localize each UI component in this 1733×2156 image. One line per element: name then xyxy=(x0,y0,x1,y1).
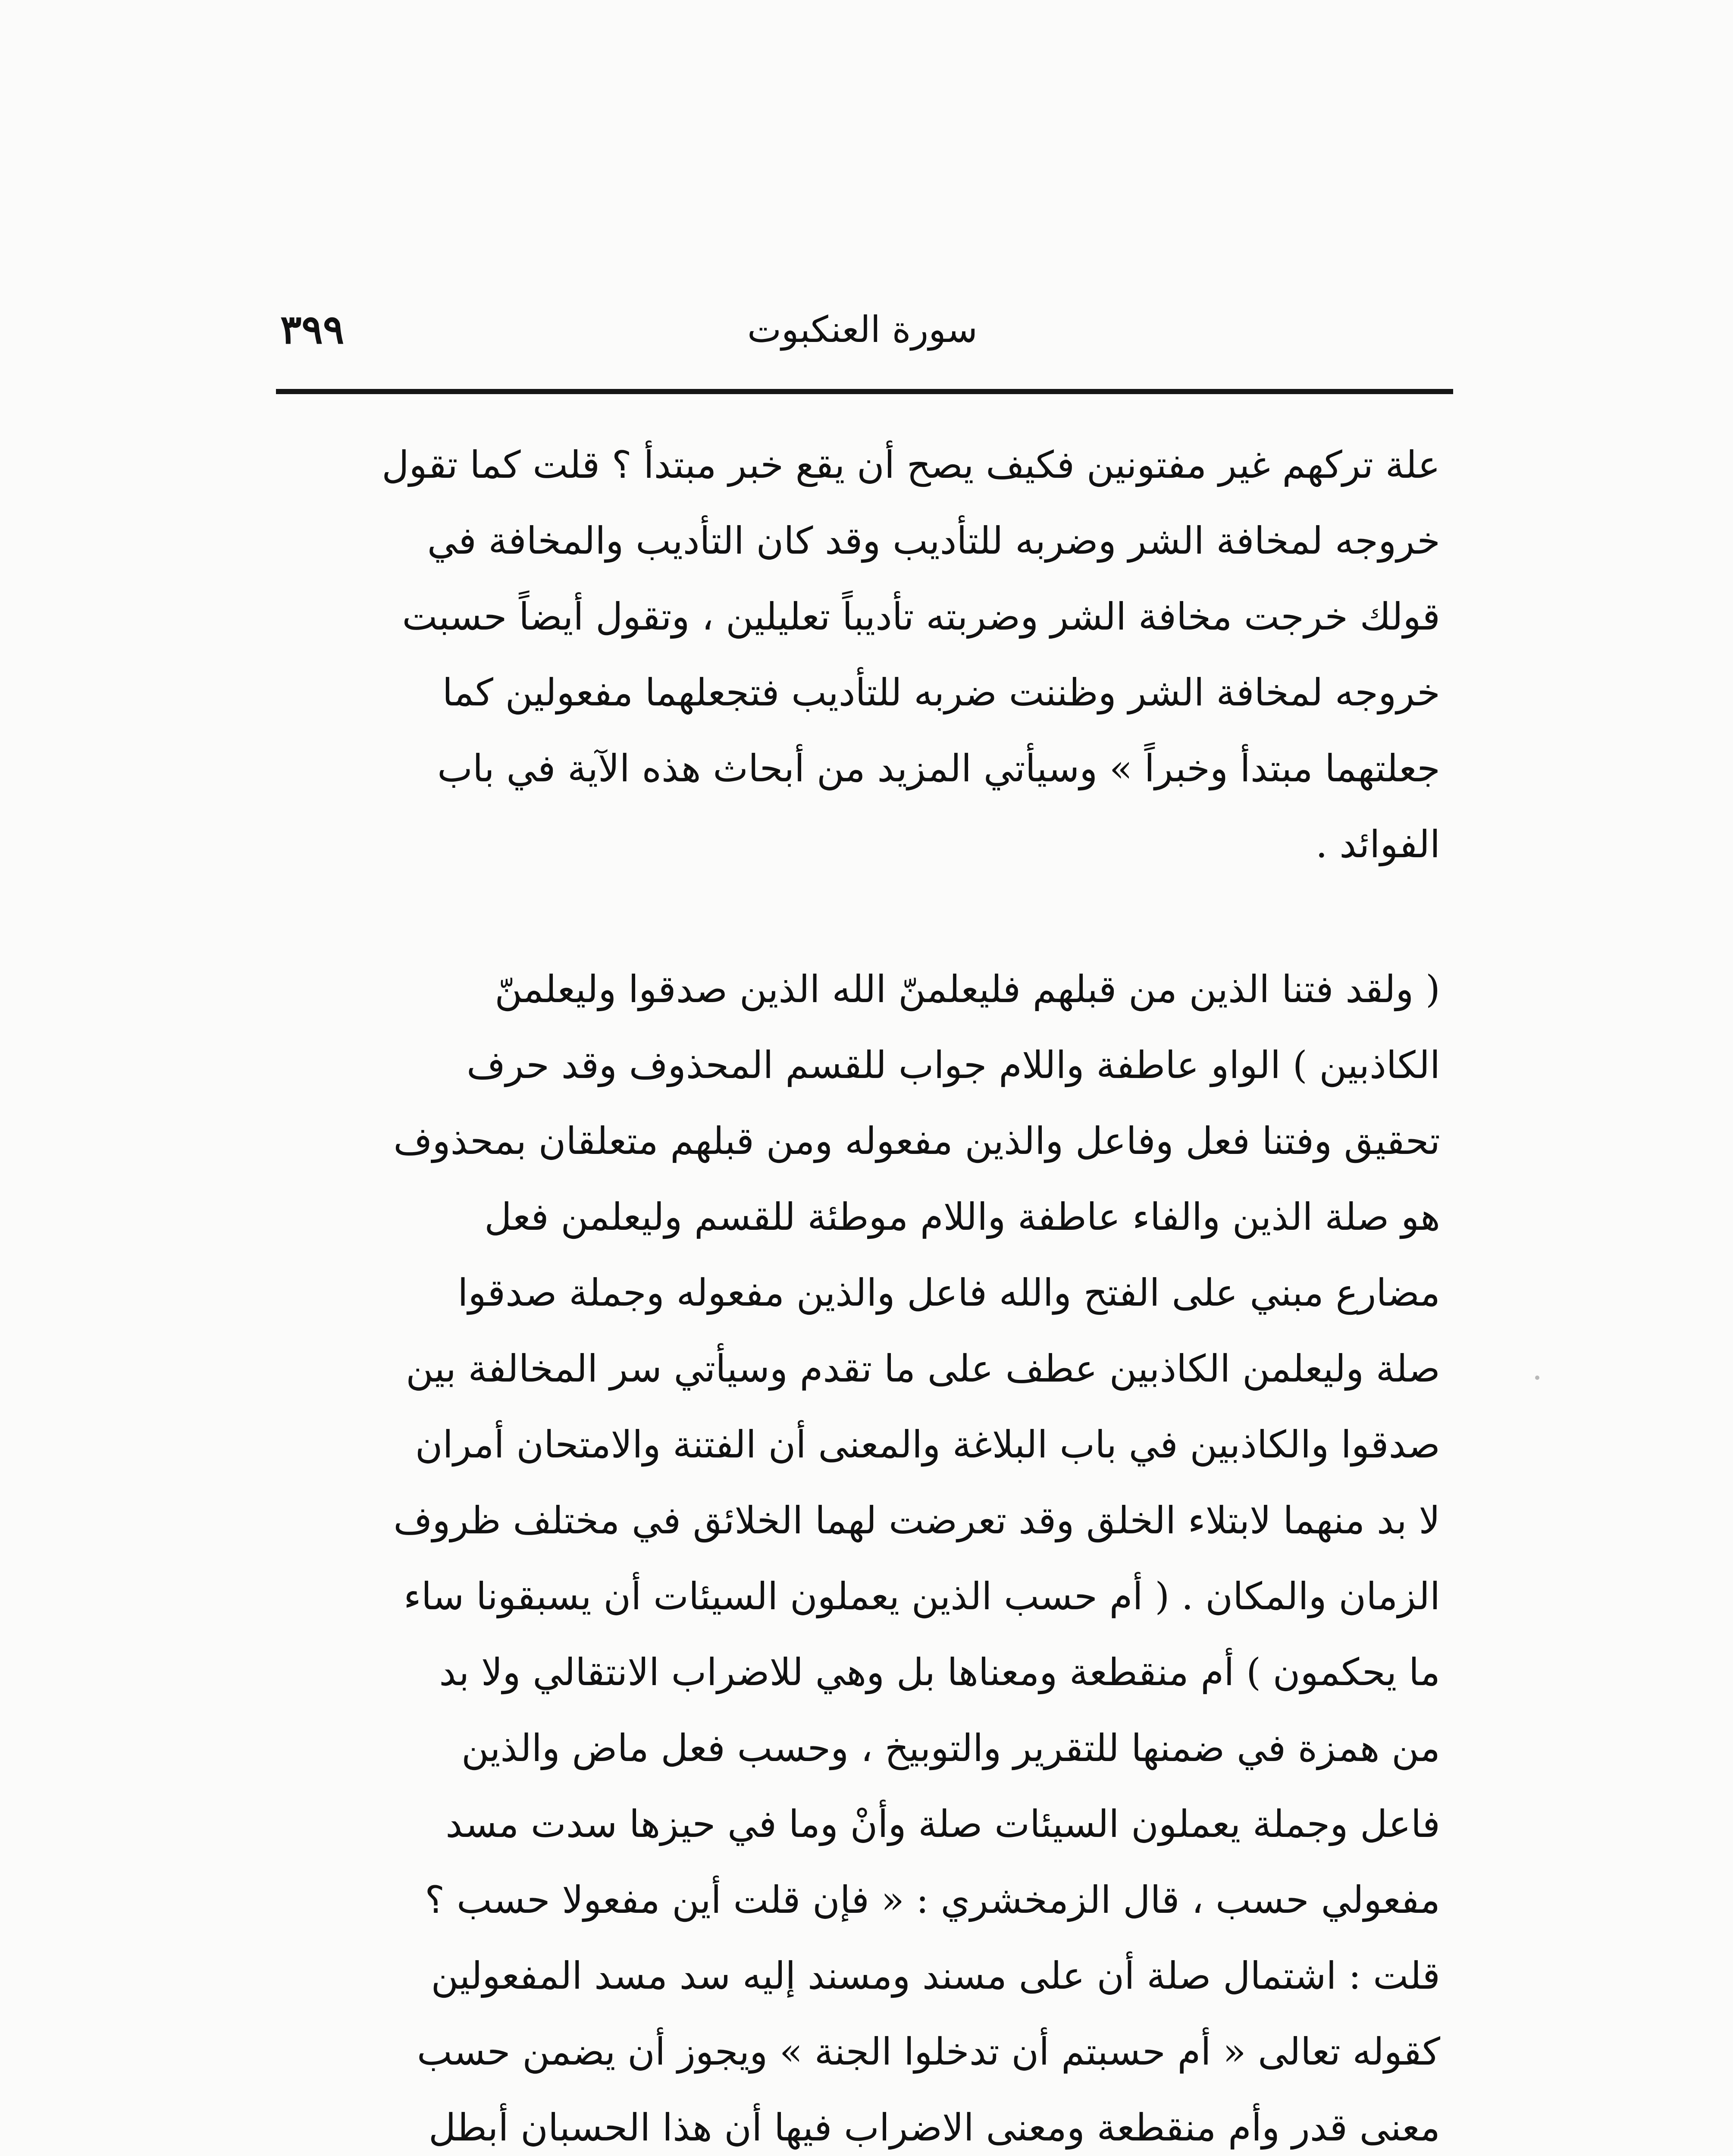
text-line: الكاذبين ) الواو عاطفة واللام جواب للقسم المحذوف وقد حرف xyxy=(467,1043,1440,1087)
page-header xyxy=(280,302,1445,375)
scan-speck xyxy=(1535,1376,1539,1380)
text-line: جعلتهما مبتدأ وخبراً » وسيأتي المزيد من أبحاث هذه الآية في باب xyxy=(437,746,1440,790)
text-line: كقوله تعالى « أم حسبتم أن تدخلوا الجنة » ويجوز أن يضمن حسب xyxy=(417,2030,1440,2074)
page-number: ٣٩٩ xyxy=(280,306,345,353)
text-line: خروجه لمخافة الشر وضربه للتأديب وقد كان التأديب والمخافة في xyxy=(427,519,1440,563)
text-line: معنى قدر وأم منقطعة ومعنى الاضراب فيها أن هذا الحسبان أبطل xyxy=(428,2106,1440,2150)
header-divider xyxy=(276,389,1453,394)
text-line: هو صلة الذين والفاء عاطفة واللام موطئة للقسم وليعلمن فعل xyxy=(484,1195,1440,1239)
paragraph-continuation xyxy=(276,427,1440,882)
text-line: من همزة في ضمنها للتقرير والتوبيخ ، وحسب فعل ماض والذين xyxy=(461,1726,1440,1770)
text-line: علة تركهم غير مفتونين فكيف يصح أن يقع خبر مبتدأ ؟ قلت كما تقول xyxy=(382,443,1440,487)
paragraph-verse-analysis xyxy=(276,951,1440,2156)
text-line: صلة وليعلمن الكاذبين عطف على ما تقدم وسيأتي سر المخالفة بين xyxy=(406,1347,1440,1391)
text-line: الفوائد . xyxy=(1316,822,1440,866)
text-line: خروجه لمخافة الشر وظننت ضربه للتأديب فتجعلهما مفعولين كما xyxy=(442,671,1440,714)
text-line: ( ولقد فتنا الذين من قبلهم فليعلمنّ الله الذين صدقوا وليعلمنّ xyxy=(495,967,1440,1011)
text-line: قولك خرجت مخافة الشر وضربته تأديباً تعليلين ، وتقول أيضاً حسبت xyxy=(402,595,1440,639)
text-line: فاعل وجملة يعملون السيئات صلة وأنْ وما في حيزها سدت مسد xyxy=(445,1802,1440,1846)
text-line: قلت : اشتمال صلة أن على مسند ومسند إليه سد مسد المفعولين xyxy=(431,1954,1440,1998)
text-line: صدقوا والكاذبين في باب البلاغة والمعنى أن الفتنة والامتحان أمران xyxy=(415,1423,1440,1467)
text-line: تحقيق وفتنا فعل وفاعل والذين مفعوله ومن قبلهم متعلقان بمحذوف xyxy=(393,1119,1440,1163)
text-line: لا بد منهما لابتلاء الخلق وقد تعرضت لهما الخلائق في مختلف ظروف xyxy=(393,1498,1440,1542)
text-line: ما يحكمون ) أم منقطعة ومعناها بل وهي للاضراب الانتقالي ولا بد xyxy=(439,1650,1440,1694)
text-line: الزمان والمكان . ( أم حسب الذين يعملون السيئات أن يسبقونا ساء xyxy=(403,1574,1440,1618)
paragraph-gap xyxy=(276,882,1440,951)
text-line: مفعولي حسب ، قال الزمخشري : « فإن قلت أين مفعولا حسب ؟ xyxy=(425,1878,1440,1922)
running-title: سورة العنكبوت xyxy=(747,308,978,351)
text-line: مضارع مبني على الفتح والله فاعل والذين مفعوله وجملة صدقوا xyxy=(458,1271,1440,1315)
body-text xyxy=(276,427,1440,2156)
